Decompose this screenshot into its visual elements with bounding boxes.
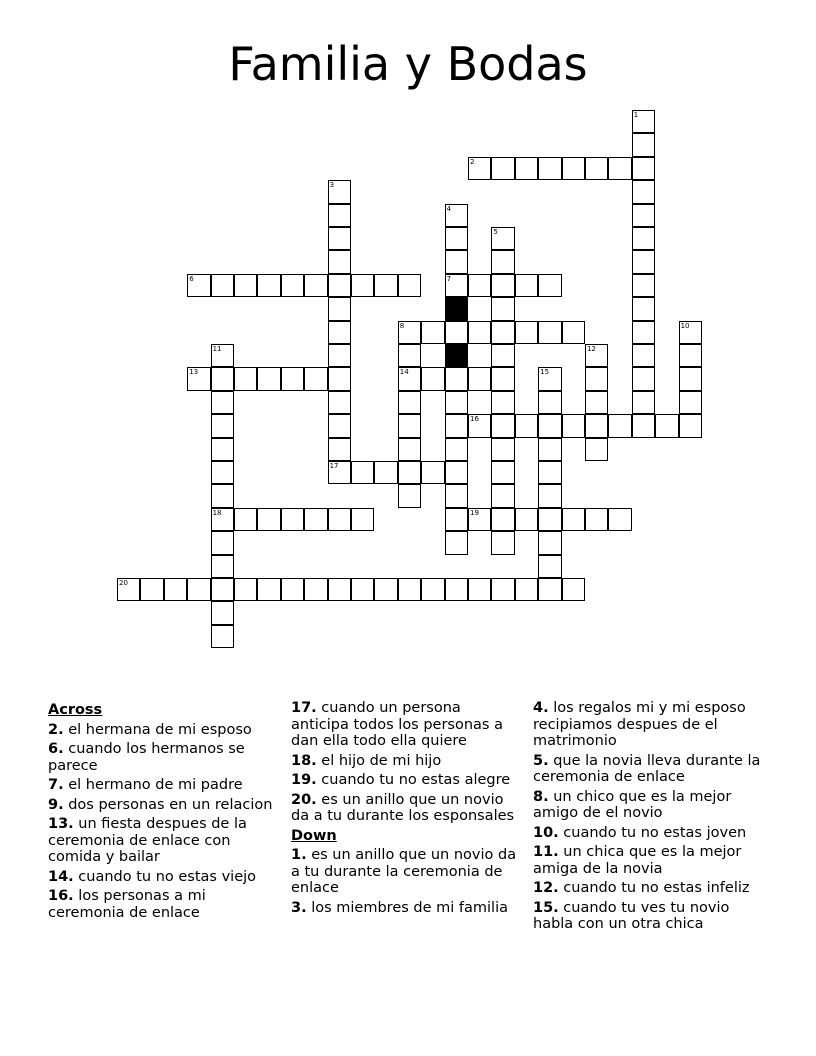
grid-cell[interactable] [538, 157, 561, 180]
grid-cell[interactable] [328, 297, 351, 320]
grid-cell[interactable] [328, 391, 351, 414]
grid-cell[interactable] [328, 344, 351, 367]
clue-number: 15. [533, 899, 559, 916]
grid-cell[interactable] [211, 531, 234, 554]
across-clue [291, 753, 523, 770]
grid-cell[interactable] [398, 391, 421, 414]
clue-text: los regalos mi y mi esposo recipiamos despues de el matrimonio [533, 700, 746, 749]
grid-cell[interactable] [445, 531, 468, 554]
grid-cell[interactable] [491, 227, 514, 250]
black-cell [445, 297, 468, 320]
grid-cell[interactable] [562, 157, 585, 180]
clue-text: los personas a mi ceremonia de enlace [48, 888, 206, 921]
grid-cell[interactable] [679, 391, 702, 414]
grid-cell[interactable] [117, 578, 140, 601]
grid-cell[interactable] [632, 157, 655, 180]
grid-cell[interactable] [468, 367, 491, 390]
grid-cell[interactable] [445, 227, 468, 250]
grid-cell[interactable] [140, 578, 163, 601]
grid-cell[interactable] [351, 508, 374, 531]
clue-number: 3. [291, 899, 307, 916]
across-clue [48, 777, 280, 794]
grid-cell[interactable] [445, 204, 468, 227]
clue-number: 4 [446, 204, 452, 213]
grid-cell[interactable] [211, 391, 234, 414]
grid-cell[interactable] [632, 414, 655, 437]
clue-number: 10 [680, 321, 690, 330]
grid-cell[interactable] [608, 508, 631, 531]
grid-cell[interactable] [304, 508, 327, 531]
clue-number: 17. [291, 700, 317, 716]
clue-number: 16. [48, 888, 74, 904]
clue-number: 13. [48, 816, 74, 832]
grid-cell[interactable] [211, 555, 234, 578]
grid-cell[interactable] [491, 297, 514, 320]
grid-cell[interactable] [398, 461, 421, 484]
clue-number: 2. [48, 721, 64, 738]
grid-cell[interactable] [304, 578, 327, 601]
grid-cell[interactable] [351, 578, 374, 601]
grid-cell[interactable] [562, 321, 585, 344]
grid-cell[interactable] [211, 601, 234, 624]
grid-cell[interactable] [679, 414, 702, 437]
across-clue [48, 869, 280, 886]
grid-cell[interactable] [187, 367, 210, 390]
grid-cell[interactable] [281, 508, 304, 531]
grid-cell[interactable] [445, 484, 468, 507]
clue-number: 3 [329, 181, 335, 190]
grid-cell[interactable] [281, 367, 304, 390]
clue-number: 17 [329, 462, 339, 470]
clue-number: 6 [189, 274, 194, 283]
clue-number: 11 [212, 345, 222, 353]
grid-cell[interactable] [515, 321, 538, 344]
grid-cell[interactable] [538, 531, 561, 554]
grid-cell[interactable] [328, 508, 351, 531]
grid-cell[interactable] [398, 367, 421, 390]
clue-text: el hermano de mi padre [63, 777, 243, 793]
clue-number: 5 [493, 228, 498, 236]
grid-cell[interactable] [585, 414, 608, 437]
clue-text: es un anillo que un novio da a tu durante la ceremonia de enlace [291, 847, 517, 896]
grid-cell[interactable] [491, 414, 514, 437]
grid-cell[interactable] [491, 274, 514, 297]
grid-cell[interactable] [585, 438, 608, 461]
grid-cell[interactable] [211, 461, 234, 484]
across-clue [291, 792, 523, 825]
grid-cell[interactable] [608, 414, 631, 437]
grid-cell[interactable] [632, 321, 655, 344]
clue-number: 14. [48, 868, 74, 885]
grid-cell[interactable] [562, 578, 585, 601]
clue-number: 18. [291, 752, 317, 769]
clue-text: el hijo de mi hijo [316, 752, 442, 769]
grid-cell[interactable] [632, 227, 655, 250]
grid-cell[interactable] [538, 391, 561, 414]
grid-cell[interactable] [538, 321, 561, 344]
clue-number: 12 [587, 345, 596, 353]
grid-cell[interactable] [445, 367, 468, 390]
grid-cell[interactable] [491, 578, 514, 601]
grid-cell[interactable] [211, 508, 234, 531]
grid-cell[interactable] [468, 321, 491, 344]
grid-cell[interactable] [538, 461, 561, 484]
grid-cell[interactable] [538, 578, 561, 601]
across-clue [291, 772, 523, 789]
grid-cell[interactable] [491, 531, 514, 554]
across-heading: Across [48, 702, 103, 718]
grid-cell[interactable] [632, 250, 655, 273]
grid-cell[interactable] [468, 157, 491, 180]
grid-cell[interactable] [421, 461, 444, 484]
clue-text: el hermana de mi esposo [63, 721, 252, 738]
grid-cell[interactable] [445, 414, 468, 437]
clue-number: 1 [633, 111, 639, 119]
grid-cell[interactable] [515, 274, 538, 297]
clue-text: un chico que es la mejor amigo de el novio [533, 788, 732, 821]
clue-text: cuando un persona anticipa todos los personas a dan ella todo ella quiere [291, 700, 503, 749]
grid-cell[interactable] [538, 484, 561, 507]
grid-cell[interactable] [445, 578, 468, 601]
clue-number: 10. [533, 824, 559, 841]
grid-cell[interactable] [421, 367, 444, 390]
clue-text: cuando tu no estas alegre [316, 772, 511, 788]
grid-cell[interactable] [351, 274, 374, 297]
grid-cell[interactable] [468, 578, 491, 601]
clue-number: 9. [48, 796, 64, 813]
grid-cell[interactable] [679, 344, 702, 367]
grid-cell[interactable] [515, 508, 538, 531]
grid-cell[interactable] [257, 578, 280, 601]
grid-cell[interactable] [328, 321, 351, 344]
grid-cell[interactable] [491, 321, 514, 344]
grid-cell[interactable] [515, 157, 538, 180]
clue-text: un fiesta despues de la ceremonia de enlace con comida y bailar [48, 816, 247, 865]
down-clue [533, 900, 765, 933]
down-clue [533, 844, 765, 877]
grid-cell[interactable] [187, 274, 210, 297]
clue-number: 14 [399, 368, 409, 377]
grid-cell[interactable] [491, 461, 514, 484]
clue-number: 20 [119, 579, 128, 587]
grid-cell[interactable] [562, 414, 585, 437]
grid-cell[interactable] [585, 367, 608, 390]
page-title: Familia y Bodas [228, 37, 588, 91]
grid-cell[interactable] [632, 204, 655, 227]
grid-cell[interactable] [632, 110, 655, 133]
black-cell [445, 344, 468, 367]
grid-cell[interactable] [585, 391, 608, 414]
grid-cell[interactable] [328, 578, 351, 601]
grid-cell[interactable] [679, 367, 702, 390]
grid-cell[interactable] [328, 367, 351, 390]
grid-cell[interactable] [328, 414, 351, 437]
grid-cell[interactable] [281, 274, 304, 297]
grid-cell[interactable] [257, 274, 280, 297]
grid-cell[interactable] [538, 555, 561, 578]
down-clue [533, 700, 765, 750]
grid-cell[interactable] [515, 414, 538, 437]
clue-number: 4. [533, 700, 549, 716]
grid-cell[interactable] [211, 438, 234, 461]
grid-cell[interactable] [234, 367, 257, 390]
clue-text: los miembres de mi familia [306, 899, 508, 916]
clue-text: cuando tu ves tu novio habla con un otra chica [533, 899, 730, 932]
grid-cell[interactable] [328, 274, 351, 297]
grid-cell[interactable] [421, 321, 444, 344]
grid-cell[interactable] [374, 578, 397, 601]
clue-number: 8 [399, 321, 405, 330]
clue-number: 12. [533, 880, 559, 896]
down-clue [291, 847, 523, 897]
grid-cell[interactable] [445, 438, 468, 461]
grid-cell[interactable] [632, 133, 655, 156]
grid-cell[interactable] [328, 461, 351, 484]
clue-text: un chica que es la mejor amiga de la novia [533, 844, 742, 877]
grid-cell[interactable] [257, 508, 280, 531]
grid-cell[interactable] [468, 274, 491, 297]
clue-text: dos personas en un relacion [63, 796, 273, 813]
across-clue [291, 700, 523, 750]
clue-number: 6. [48, 741, 64, 757]
clue-text: cuando tu no estas joven [558, 824, 747, 841]
grid-cell[interactable] [445, 391, 468, 414]
grid-cell[interactable] [398, 578, 421, 601]
grid-cell[interactable] [328, 204, 351, 227]
across-clue [48, 722, 280, 739]
grid-cell[interactable] [538, 414, 561, 437]
down-clue [291, 900, 523, 917]
grid-cell[interactable] [328, 250, 351, 273]
grid-cell[interactable] [632, 274, 655, 297]
clues-column-3 [533, 700, 765, 936]
grid-cell[interactable] [421, 578, 444, 601]
grid-cell[interactable] [632, 391, 655, 414]
clue-text: es un anillo que un novio da a tu durante los esponsales [291, 791, 515, 824]
grid-cell[interactable] [374, 274, 397, 297]
grid-cell[interactable] [304, 367, 327, 390]
down-clue [533, 753, 765, 786]
clue-text: cuando los hermanos se parece [48, 741, 245, 774]
grid-cell[interactable] [491, 344, 514, 367]
grid-cell[interactable] [257, 367, 280, 390]
clue-number: 13 [189, 368, 199, 377]
grid-cell[interactable] [562, 508, 585, 531]
grid-cell[interactable] [304, 274, 327, 297]
across-clue [48, 797, 280, 814]
grid-cell[interactable] [281, 578, 304, 601]
grid-cell[interactable] [632, 297, 655, 320]
grid-cell[interactable] [445, 508, 468, 531]
grid-cell[interactable] [445, 274, 468, 297]
grid-cell[interactable] [234, 578, 257, 601]
grid-cell[interactable] [445, 250, 468, 273]
grid-cell[interactable] [234, 508, 257, 531]
grid-cell[interactable] [491, 508, 514, 531]
grid-cell[interactable] [445, 321, 468, 344]
clue-number: 7. [48, 777, 64, 793]
across-clue [48, 888, 280, 921]
clue-number: 18 [212, 508, 222, 517]
grid-cell[interactable] [491, 250, 514, 273]
grid-cell[interactable] [328, 438, 351, 461]
grid-cell[interactable] [398, 321, 421, 344]
down-clue [533, 880, 765, 897]
grid-cell[interactable] [585, 344, 608, 367]
grid-cell[interactable] [491, 438, 514, 461]
grid-cell[interactable] [632, 344, 655, 367]
clue-number: 19 [470, 508, 479, 517]
grid-cell[interactable] [211, 274, 234, 297]
down-clue [533, 789, 765, 822]
across-clue [48, 741, 280, 774]
grid-cell[interactable] [328, 180, 351, 203]
across-clue [48, 816, 280, 866]
clue-text: cuando tu no estas infeliz [558, 880, 750, 896]
grid-cell[interactable] [491, 157, 514, 180]
grid-cell[interactable] [538, 367, 561, 390]
clue-number: 19. [291, 772, 317, 788]
clues-column-2 [291, 700, 523, 919]
grid-cell[interactable] [608, 157, 631, 180]
down-clue [533, 825, 765, 842]
grid-cell[interactable] [491, 391, 514, 414]
grid-cell[interactable] [398, 274, 421, 297]
grid-cell[interactable] [398, 414, 421, 437]
grid-cell[interactable] [234, 274, 257, 297]
grid-cell[interactable] [491, 484, 514, 507]
grid-cell[interactable] [585, 157, 608, 180]
grid-cell[interactable] [328, 227, 351, 250]
grid-cell[interactable] [632, 367, 655, 390]
clue-number: 1. [291, 847, 307, 863]
down-heading: Down [291, 827, 337, 844]
grid-cell[interactable] [211, 484, 234, 507]
clue-number: 11. [533, 844, 559, 860]
grid-cell[interactable] [351, 461, 374, 484]
clue-number: 15 [540, 368, 550, 377]
grid-cell[interactable] [491, 367, 514, 390]
clue-text: cuando tu no estas viejo [73, 868, 257, 885]
grid-cell[interactable] [374, 461, 397, 484]
grid-cell[interactable] [211, 414, 234, 437]
grid-cell[interactable] [211, 625, 234, 648]
clue-number: 16 [470, 415, 479, 424]
grid-cell[interactable] [211, 578, 234, 601]
grid-cell[interactable] [538, 274, 561, 297]
grid-cell[interactable] [164, 578, 187, 601]
grid-cell[interactable] [211, 344, 234, 367]
grid-cell[interactable] [538, 508, 561, 531]
grid-cell[interactable] [187, 578, 210, 601]
grid-cell[interactable] [585, 508, 608, 531]
grid-cell[interactable] [515, 578, 538, 601]
clue-number: 2 [470, 157, 475, 166]
clue-number: 8. [533, 788, 549, 805]
clue-number: 20. [291, 791, 317, 808]
grid-cell[interactable] [398, 344, 421, 367]
grid-cell[interactable] [445, 461, 468, 484]
grid-cell[interactable] [468, 508, 491, 531]
clue-text: que la novia lleva durante la ceremonia de enlace [533, 752, 761, 785]
grid-cell[interactable] [398, 484, 421, 507]
clues-column-1 [48, 700, 280, 924]
grid-cell[interactable] [655, 414, 678, 437]
grid-cell[interactable] [468, 414, 491, 437]
clue-number: 7 [446, 274, 452, 283]
clue-number: 5. [533, 752, 549, 769]
grid-cell[interactable] [398, 438, 421, 461]
grid-cell[interactable] [211, 367, 234, 390]
grid-cell[interactable] [679, 321, 702, 344]
grid-cell[interactable] [538, 438, 561, 461]
grid-cell[interactable] [632, 180, 655, 203]
